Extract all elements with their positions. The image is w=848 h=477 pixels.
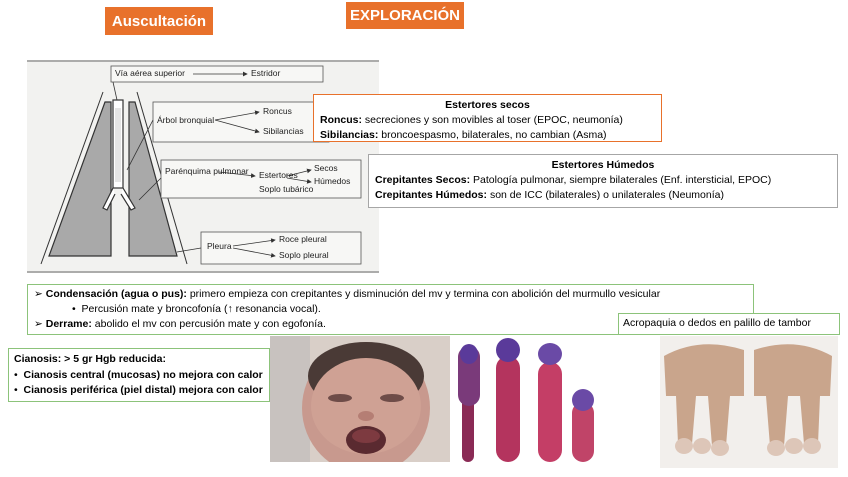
label-humedos: Húmedos (314, 176, 351, 186)
fingers-image (452, 336, 612, 462)
cianosis-title: Cianosis: > 5 gr Hgb reducida: (14, 353, 166, 365)
roncus-text: secreciones y son movibles al toser (EPOC, neumonía) (362, 114, 623, 126)
sibilancias-label: Sibilancias: (320, 129, 379, 141)
roncus-label: Roncus: (320, 114, 362, 126)
label-via-aerea: Vía aérea superior (115, 68, 185, 78)
roncus-line (320, 113, 655, 128)
label-soplo-pleural: Soplo pleural (279, 250, 329, 260)
estertores-humedos-title: Estertores Húmedos (551, 159, 655, 171)
cianosis-box (8, 348, 270, 402)
crepitantes-secos-text: Patología pulmonar, siempre bilaterales (Enf. intersticial, EPOC) (470, 174, 772, 186)
label-roce-pleural: Roce pleural (279, 234, 327, 244)
hands-image (660, 336, 838, 468)
label-roncus: Roncus (263, 106, 292, 116)
condensacion-text: primero empieza con crepitantes y disminución del mv y termina con abolición del murmullo vesicular (186, 288, 661, 300)
cianosis-central-text: Cianosis central (mucosas) no mejora con calor (23, 368, 263, 381)
auscultacion-header: Auscultación (105, 7, 213, 35)
acropaquia-box (618, 313, 840, 335)
label-parenquima: Parénquima pulmonar (165, 166, 249, 176)
crepitantes-humedos-line (375, 188, 831, 203)
condensacion-label: Condensación (agua o pus): (45, 288, 187, 300)
cianosis-periferica-line (14, 383, 264, 399)
acropaquia-text: Acropaquia o dedos en palillo de tambor (623, 317, 811, 329)
sibilancias-line (320, 128, 655, 143)
lung-auscultation-diagram (27, 60, 379, 273)
infant-cyanosis-photo (270, 336, 450, 462)
label-soplo-tubarico: Soplo tubárico (259, 184, 314, 194)
sibilancias-text: broncoespasmo, bilaterales, no cambian (Asma) (378, 129, 607, 141)
derrame-label: Derrame: (45, 318, 92, 330)
infant-face-image (270, 336, 450, 462)
crepitantes-humedos-text: son de ICC (bilaterales) o unilaterales (Neumonía) (487, 189, 724, 201)
estertores-secos-title: Estertores secos (445, 99, 530, 111)
derrame-text: abolido el mv con percusión mate y con egofonía. (91, 318, 326, 330)
label-estridor: Estridor (251, 68, 281, 78)
condensacion-bullet: ➢ (34, 288, 43, 300)
label-arbol-bronquial: Árbol bronquial (157, 115, 215, 125)
label-estertores: Estertores (259, 170, 298, 180)
label-secos: Secos (314, 163, 338, 173)
crepitantes-secos-label: Crepitantes Secos: (375, 174, 471, 186)
bullet: • (14, 384, 18, 396)
cianosis-central-line (14, 368, 264, 384)
derrame-bullet: ➢ (34, 318, 43, 330)
crepitantes-secos-line (375, 173, 831, 188)
cianosis-periferica-text: Cianosis periférica (piel distal) mejora con calor (23, 384, 263, 396)
clubbing-hands-photo (660, 336, 838, 468)
condensacion-line (34, 287, 747, 302)
exploracion-header: EXPLORACIÓN (346, 2, 464, 29)
percusion-bullet: • (72, 303, 76, 315)
label-sibilancias: Sibilancias (263, 126, 304, 136)
estertores-secos-box (313, 94, 662, 142)
label-pleura: Pleura (207, 241, 232, 251)
crepitantes-humedos-label: Crepitantes Húmedos: (375, 189, 488, 201)
estertores-humedos-box (368, 154, 838, 208)
bullet: • (14, 368, 18, 381)
percusion-text: Percusión mate y broncofonía (↑ resonancia vocal). (81, 303, 321, 315)
cyanotic-fingers-photo (452, 336, 612, 462)
